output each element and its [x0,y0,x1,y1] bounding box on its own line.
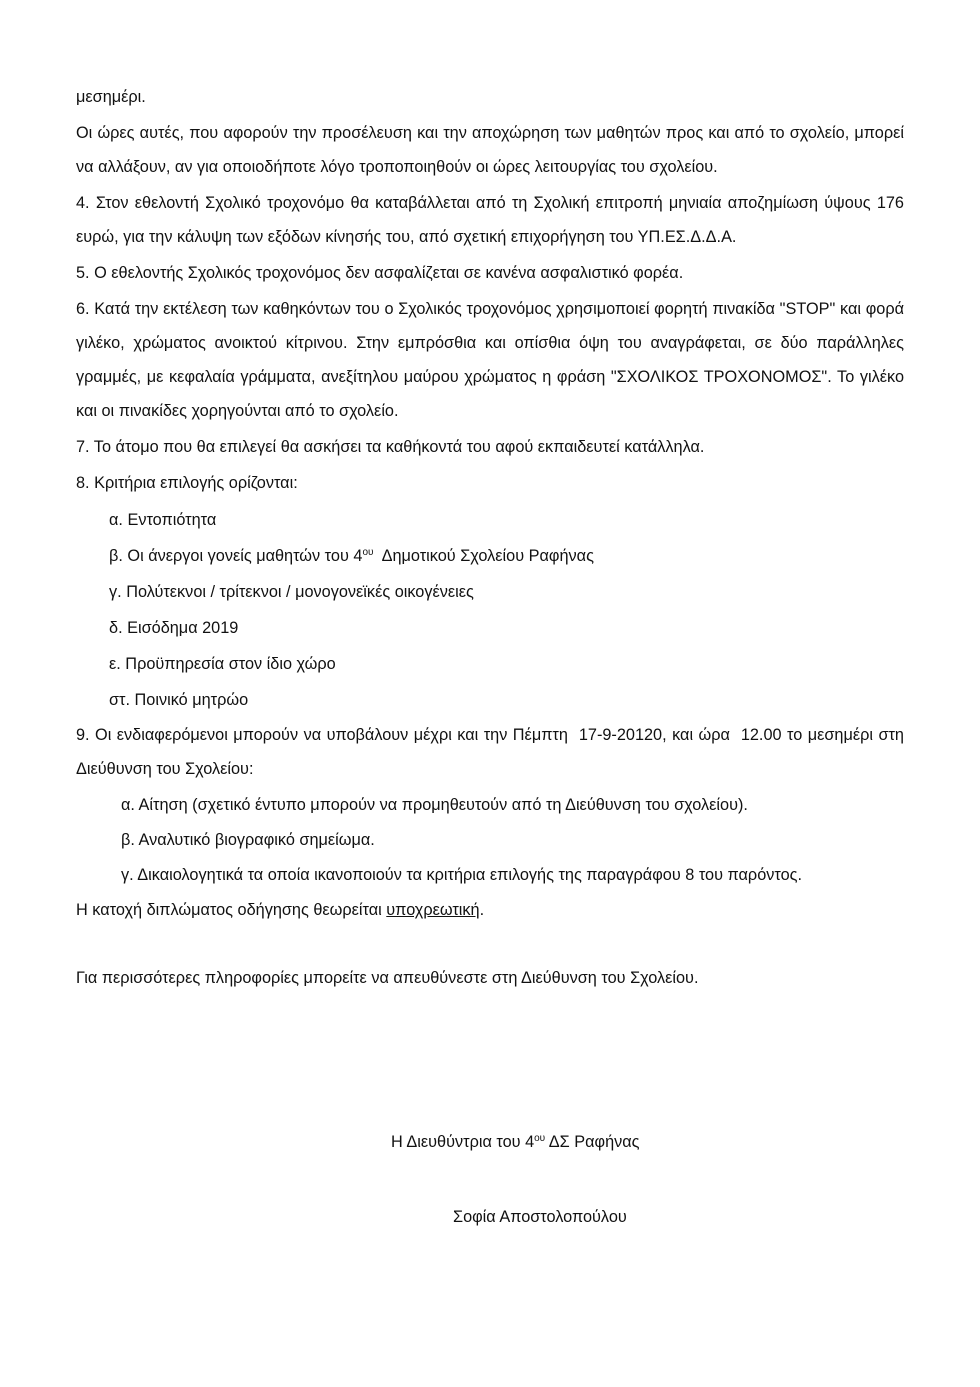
paragraph-7: 7. Το άτομο που θα επιλεγεί θα ασκήσει τα καθήκοντά του αφού εκπαιδευτεί κατάλληλα. [76,438,705,456]
criterion-a: α. Εντοπιότητα [109,511,217,529]
criterion-b: β. Οι άνεργοι γονείς μαθητών του $4^{o\upsilon}$ Δημοτικού Σχολείου Ραφήνας [109,547,594,565]
document-a: α. Αίτηση (σχετικό έντυπο μπορούν να προμηθευτούν από τη Διεύθυνση του σχολείου). [121,796,748,814]
signature-title: Η Διευθύντρια του $4^{o\upsilon}$ ΔΣ Ραφήνας [391,1133,640,1151]
paragraph-4: 4. Στον εθελοντή Σχολικό τροχονόμο θα καταβάλλεται από τη Σχολική επιτροπή μηνιαία αποζημίωση ύψους 176 ευρώ, για την κάλυψη των εξόδων κίνησής του, από σχετική επιχορήγηση του ΥΠ.ΕΣ.Δ.Δ.Α. [76,194,904,246]
paragraph-hours: Οι ώρες αυτές, που αφορούν την προσέλευση και την αποχώρηση των μαθητών προς και από το σχολείο, μπορεί να αλλάξουν, αν για οποιοδήποτε λόγο τροποποιηθούν οι ώρες λειτουργίας του σχολείου. [76,124,904,176]
signature-name: Σοφία Αποστολοπούλου [453,1208,627,1226]
top-line: μεσημέρι. [76,88,146,106]
paragraph-6: 6. Κατά την εκτέλεση των καθηκόντων του ο Σχολικός τροχονόμος χρησιμοποιεί φορητή πινακίδα "STOP" και φορά γιλέκο, χρώματος ανοικτού κίτρινου. Στην εμπρόσθια και οπίσθια όψη του αναγράφεται, σε δύο παράλληλες γραμμές, με κεφαλαία γράμματα, ανεξίτηλου μαύρου χρώματος η φράση "ΣΧΟΛΙΚΟΣ ΤΡΟΧΟΝΟΜΟΣ". Το γιλέκο και οι πινακίδες χορηγούνται από το σχολείο. [76,300,904,420]
paragraph-5: 5. Ο εθελοντής Σχολικός τροχονόμος δεν ασφαλίζεται σε κανένα ασφαλιστικό φορέα. [76,264,684,282]
paragraph-9: 9. Οι ενδιαφερόμενοι μπορούν να υποβάλουν μέχρι και την Πέμπτη 17-9-20120, και ώρα 12.00 το μεσημέρι στη Διεύθυνση του Σχολείου: [76,726,908,778]
document-b: β. Αναλυτικό βιογραφικό σημείωμα. [121,831,375,849]
license-line: Η κατοχή διπλώματος οδήγησης θεωρείται υποχρεωτική. [76,901,485,919]
criterion-d: δ. Εισόδημα 2019 [109,619,239,637]
criterion-c: γ. Πολύτεκνοι / τρίτεκνοι / μονογονεϊκές οικογένειες [109,583,474,601]
criteria-list [76,502,904,718]
documents-list [76,788,904,893]
paragraph-8: 8. Κριτήρια επιλογής ορίζονται: [76,474,298,492]
info-line: Για περισσότερες πληροφορίες μπορείτε να απευθύνεστε στη Διεύθυνση του Σχολείου. [76,969,699,987]
criterion-e: ε. Προϋπηρεσία στον ίδιο χώρο [109,655,336,673]
document-c: γ. Δικαιολογητικά τα οποία ικανοποιούν τα κριτήρια επιλογής της παραγράφου 8 του παρόντος. [121,866,803,884]
document-body [76,80,908,995]
criterion-st: στ. Ποινικό μητρώο [109,691,249,709]
